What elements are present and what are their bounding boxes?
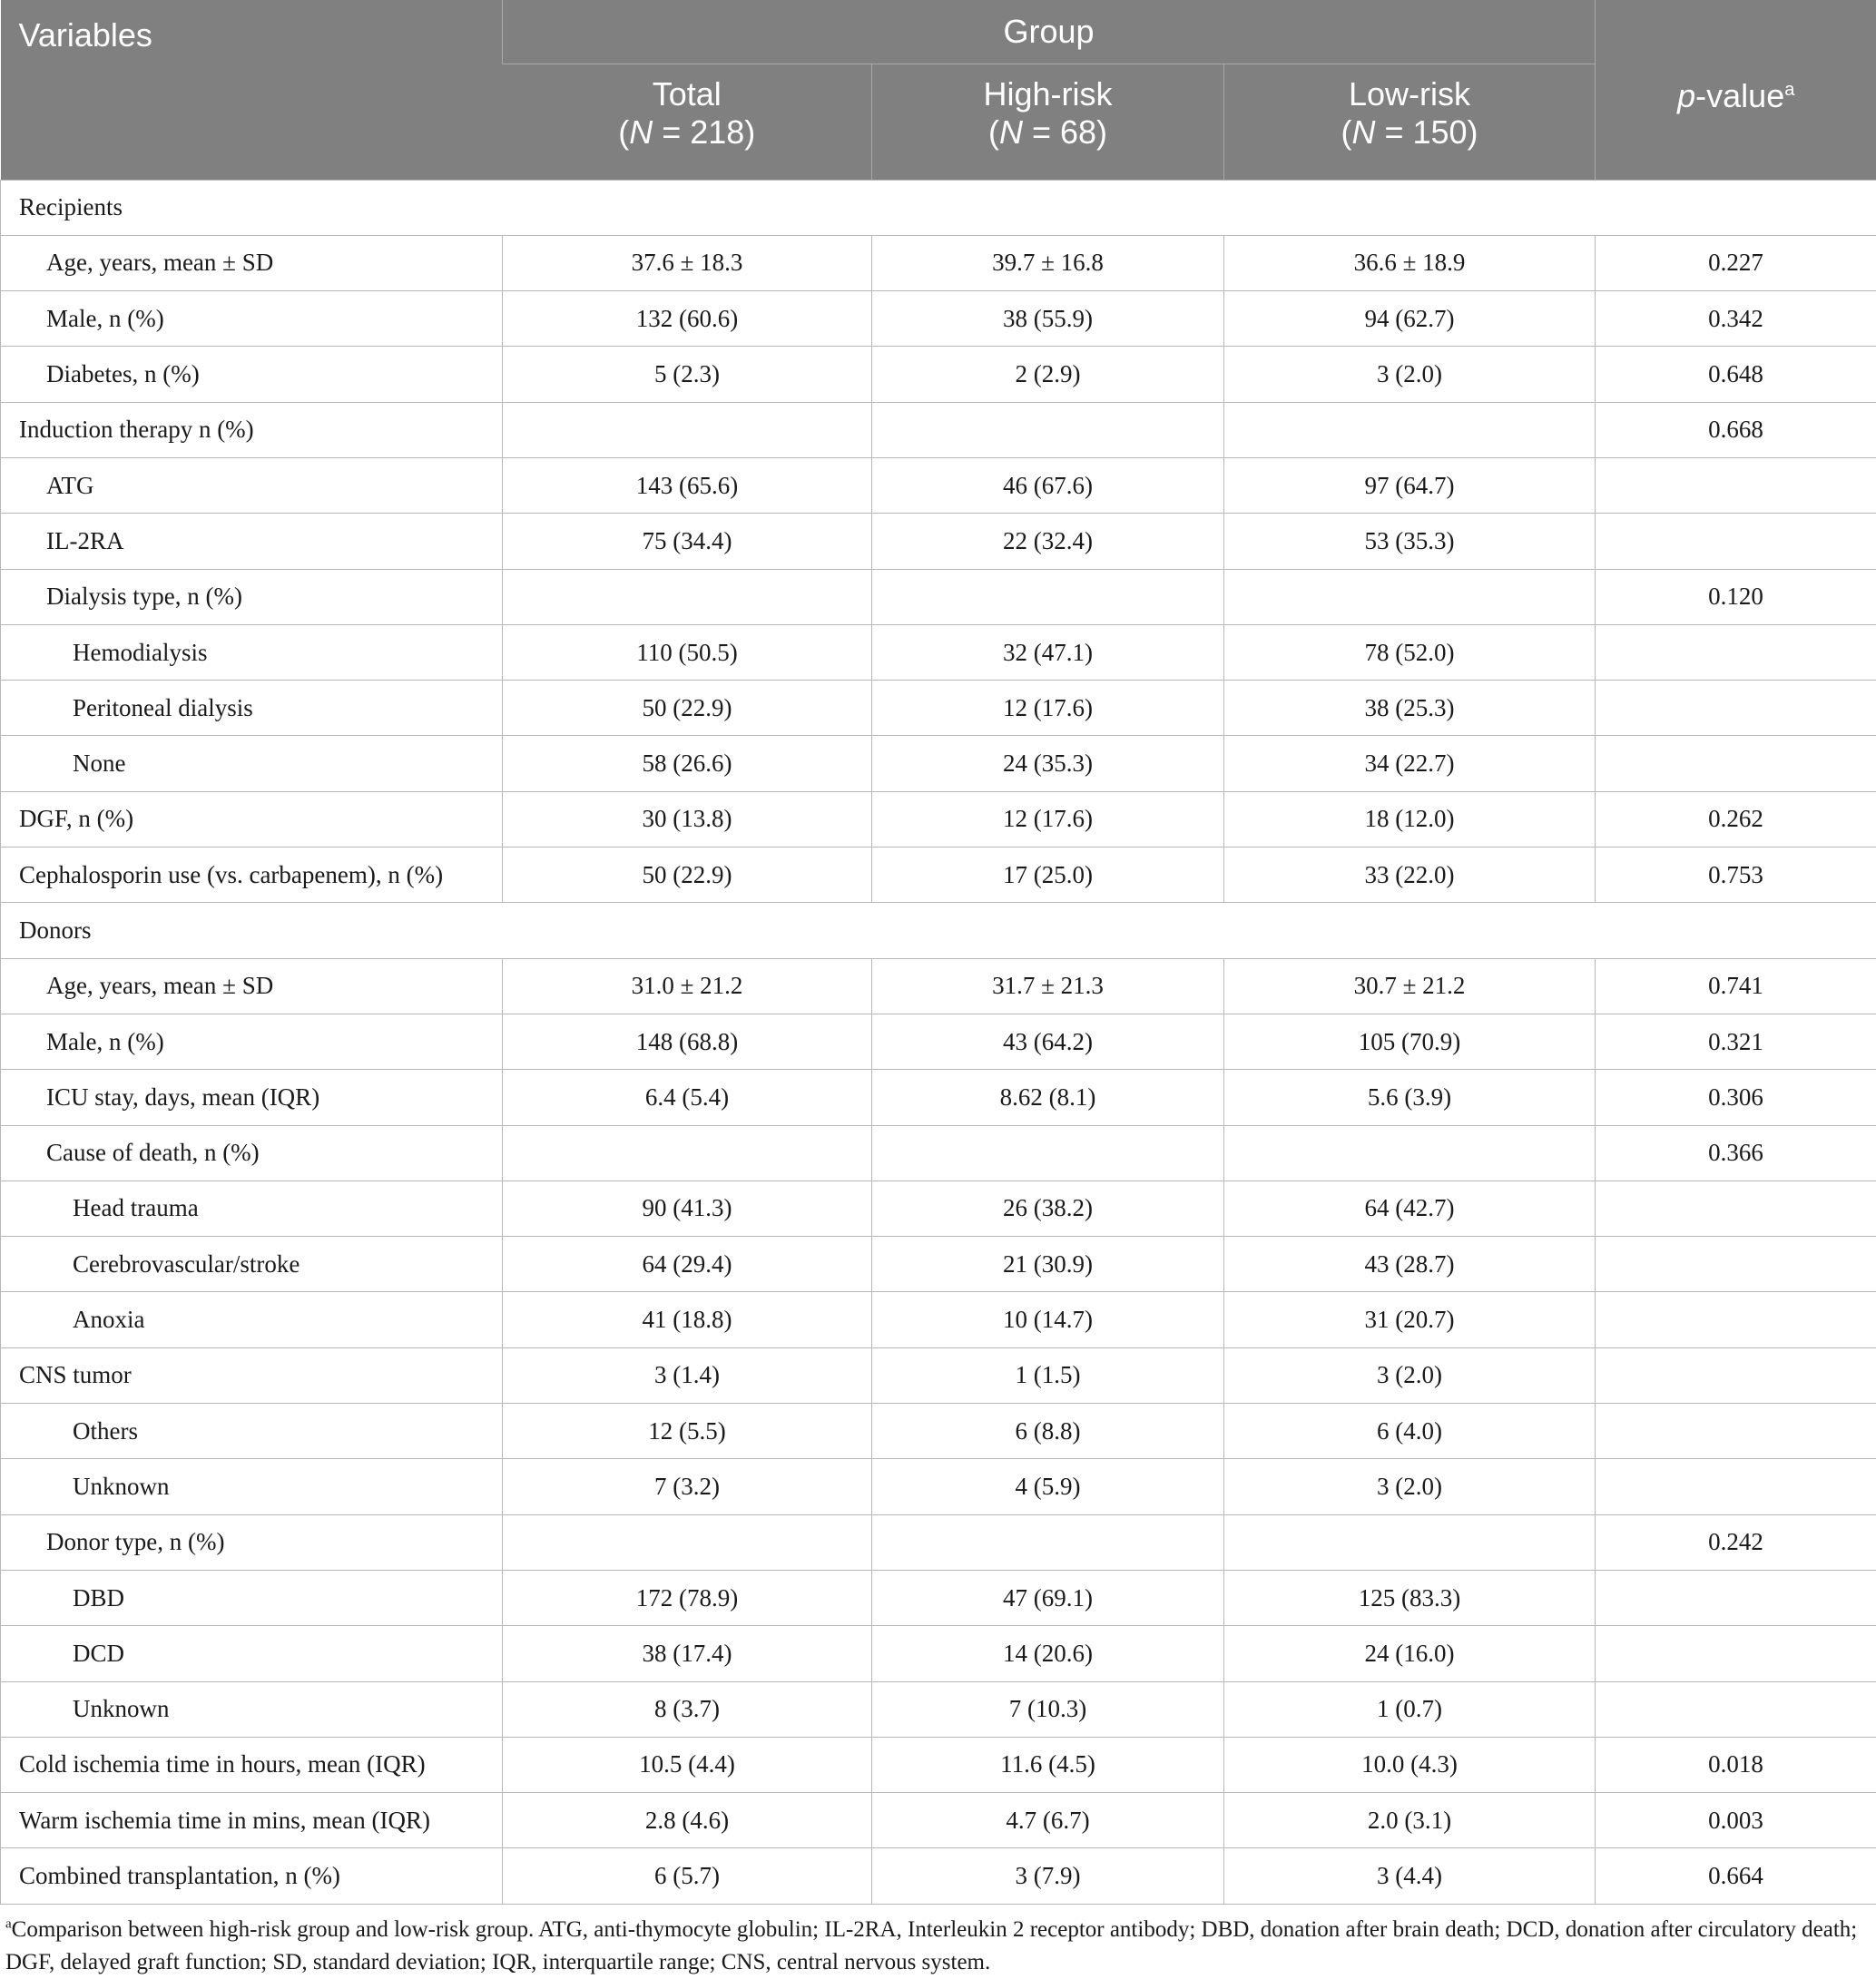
cell-pvalue: 0.321 (1596, 1014, 1876, 1069)
cell-variable: DBD (1, 1570, 503, 1625)
cell-variable: Donors (1, 903, 503, 958)
table-row (1, 1237, 1876, 1292)
cell-high-risk: 7 (10.3) (872, 1681, 1224, 1737)
cell-variable: DCD (1, 1626, 503, 1681)
table-row (1, 291, 1876, 347)
cell-pvalue: 0.342 (1596, 291, 1876, 347)
table-row (1, 1292, 1876, 1347)
cell-total: 7 (3.2) (503, 1459, 872, 1514)
cell-total (503, 903, 872, 958)
cell-total: 38 (17.4) (503, 1626, 872, 1681)
cell-total: 64 (29.4) (503, 1237, 872, 1292)
cell-low-risk: 34 (22.7) (1224, 736, 1596, 791)
table-row (1, 402, 1876, 457)
cell-high-risk: 21 (30.9) (872, 1237, 1224, 1292)
cell-variable: Donor type, n (%) (1, 1514, 503, 1570)
cell-pvalue (1596, 1570, 1876, 1625)
cell-high-risk: 6 (8.8) (872, 1404, 1224, 1459)
cell-high-risk: 10 (14.7) (872, 1292, 1224, 1347)
cell-high-risk (872, 903, 1224, 958)
cell-pvalue: 0.753 (1596, 847, 1876, 903)
cell-variable: Induction therapy n (%) (1, 402, 503, 457)
cell-high-risk: 14 (20.6) (872, 1626, 1224, 1681)
table-row (1, 1848, 1876, 1904)
cell-total: 12 (5.5) (503, 1404, 872, 1459)
cell-high-risk: 31.7 ± 21.3 (872, 958, 1224, 1014)
table-row (1, 514, 1876, 569)
cell-high-risk: 38 (55.9) (872, 291, 1224, 347)
cell-total: 37.6 ± 18.3 (503, 235, 872, 290)
cell-low-risk: 64 (42.7) (1224, 1181, 1596, 1236)
table-row (1, 681, 1876, 736)
cell-pvalue: 0.668 (1596, 402, 1876, 457)
cell-pvalue (1596, 1626, 1876, 1681)
cell-low-risk: 3 (4.4) (1224, 1848, 1596, 1904)
header-high-risk: High-risk (N = 68) (872, 64, 1224, 181)
cell-pvalue (1596, 1404, 1876, 1459)
cell-low-risk: 24 (16.0) (1224, 1626, 1596, 1681)
cell-pvalue: 0.366 (1596, 1125, 1876, 1181)
cell-low-risk: 33 (22.0) (1224, 847, 1596, 903)
table-row (1, 1681, 1876, 1737)
cell-variable: DGF, n (%) (1, 791, 503, 847)
cell-total (503, 569, 872, 624)
table-row (1, 1514, 1876, 1570)
cell-high-risk (872, 1514, 1224, 1570)
table-body (1, 180, 1876, 1904)
cell-variable: Head trauma (1, 1181, 503, 1236)
cell-pvalue (1596, 1459, 1876, 1514)
cell-variable: Male, n (%) (1, 1014, 503, 1069)
cell-variable: Unknown (1, 1681, 503, 1737)
table-row (1, 847, 1876, 903)
header-pvalue-italic: p (1677, 77, 1695, 114)
cell-variable: Dialysis type, n (%) (1, 569, 503, 624)
cell-low-risk: 3 (2.0) (1224, 1347, 1596, 1403)
cell-pvalue (1596, 457, 1876, 513)
cell-low-risk (1224, 1125, 1596, 1181)
header-high-risk-n-value: = 68 (1032, 113, 1096, 151)
cell-pvalue (1596, 1181, 1876, 1236)
cell-low-risk: 2.0 (3.1) (1224, 1793, 1596, 1848)
cell-high-risk: 12 (17.6) (872, 791, 1224, 847)
cell-variable: ICU stay, days, mean (IQR) (1, 1070, 503, 1125)
cell-total: 143 (65.6) (503, 457, 872, 513)
table-header (1, 0, 1876, 180)
table-row (1, 624, 1876, 680)
cell-low-risk: 31 (20.7) (1224, 1292, 1596, 1347)
cell-variable: Anoxia (1, 1292, 503, 1347)
cell-high-risk: 43 (64.2) (872, 1014, 1224, 1069)
cell-low-risk (1224, 180, 1596, 235)
table-row (1, 736, 1876, 791)
cell-total: 5 (2.3) (503, 347, 872, 402)
cell-low-risk: 94 (62.7) (1224, 291, 1596, 347)
header-total-name: Total (653, 75, 722, 113)
cell-total: 3 (1.4) (503, 1347, 872, 1403)
cell-pvalue: 0.741 (1596, 958, 1876, 1014)
header-high-risk-n-label: N (999, 113, 1023, 151)
table-row (1, 1347, 1876, 1403)
header-empty-cell (1596, 0, 1876, 64)
cell-pvalue (1596, 180, 1876, 235)
cell-variable: Hemodialysis (1, 624, 503, 680)
cell-high-risk: 3 (7.9) (872, 1848, 1224, 1904)
cell-low-risk: 6 (4.0) (1224, 1404, 1596, 1459)
table-row (1, 457, 1876, 513)
cell-high-risk: 26 (38.2) (872, 1181, 1224, 1236)
header-pvalue-rest: -value (1695, 77, 1784, 114)
cell-pvalue (1596, 1237, 1876, 1292)
cell-total: 2.8 (4.6) (503, 1793, 872, 1848)
cell-pvalue (1596, 903, 1876, 958)
table-row (1, 958, 1876, 1014)
cell-pvalue: 0.306 (1596, 1070, 1876, 1125)
header-high-risk-name: High-risk (983, 75, 1112, 113)
cell-variable: Unknown (1, 1459, 503, 1514)
cell-pvalue: 0.242 (1596, 1514, 1876, 1570)
cell-pvalue (1596, 1681, 1876, 1737)
table-row (1, 791, 1876, 847)
cell-low-risk: 105 (70.9) (1224, 1014, 1596, 1069)
cell-variable: Recipients (1, 180, 503, 235)
header-pvalue-footnote-marker: a (1784, 80, 1794, 100)
header-group: Group (503, 0, 1596, 64)
cell-total: 41 (18.8) (503, 1292, 872, 1347)
header-total: Total (N = 218) (503, 64, 872, 181)
cell-high-risk: 39.7 ± 16.8 (872, 235, 1224, 290)
table-row (1, 1626, 1876, 1681)
cell-total: 132 (60.6) (503, 291, 872, 347)
cell-low-risk: 30.7 ± 21.2 (1224, 958, 1596, 1014)
cell-total: 6 (5.7) (503, 1848, 872, 1904)
cell-pvalue: 0.648 (1596, 347, 1876, 402)
footnote-text: Comparison between high-risk group and low-risk group. ATG, anti-thymocyte globulin; IL-2RA, Interleukin 2 receptor antibody; DBD, donation after brain death; DCD, donation after circulatory death; DGF, delayed graft function; SD, standard deviation; IQR, interquartile range; CNS, central nervous system. (5, 1917, 1857, 1974)
cell-pvalue: 0.018 (1596, 1737, 1876, 1792)
header-low-risk-name: Low-risk (1349, 75, 1470, 113)
cell-low-risk (1224, 1514, 1596, 1570)
cell-pvalue (1596, 736, 1876, 791)
cell-total: 148 (68.8) (503, 1014, 872, 1069)
cell-pvalue (1596, 1292, 1876, 1347)
cell-high-risk: 24 (35.3) (872, 736, 1224, 791)
cell-variable: Cephalosporin use (vs. carbapenem), n (%) (1, 847, 503, 903)
cell-low-risk: 3 (2.0) (1224, 1459, 1596, 1514)
cell-low-risk: 38 (25.3) (1224, 681, 1596, 736)
cell-total: 110 (50.5) (503, 624, 872, 680)
cell-high-risk (872, 180, 1224, 235)
cell-high-risk: 32 (47.1) (872, 624, 1224, 680)
cell-variable: CNS tumor (1, 1347, 503, 1403)
cell-total: 6.4 (5.4) (503, 1070, 872, 1125)
cell-high-risk: 8.62 (8.1) (872, 1070, 1224, 1125)
table-row (1, 1459, 1876, 1514)
cell-variable: IL-2RA (1, 514, 503, 569)
cell-variable: Age, years, mean ± SD (1, 958, 503, 1014)
cell-high-risk: 1 (1.5) (872, 1347, 1224, 1403)
cell-variable: Age, years, mean ± SD (1, 235, 503, 290)
table-row (1, 1125, 1876, 1181)
cell-low-risk: 1 (0.7) (1224, 1681, 1596, 1737)
table-row (1, 1737, 1876, 1792)
cell-high-risk: 17 (25.0) (872, 847, 1224, 903)
cell-pvalue (1596, 681, 1876, 736)
cell-variable: Warm ischemia time in mins, mean (IQR) (1, 1793, 503, 1848)
cell-high-risk (872, 1125, 1224, 1181)
cell-pvalue (1596, 514, 1876, 569)
section-row (1, 180, 1876, 235)
cell-low-risk: 18 (12.0) (1224, 791, 1596, 847)
cell-pvalue: 0.664 (1596, 1848, 1876, 1904)
cell-total: 10.5 (4.4) (503, 1737, 872, 1792)
cell-pvalue (1596, 1347, 1876, 1403)
cell-pvalue: 0.227 (1596, 235, 1876, 290)
cell-low-risk: 97 (64.7) (1224, 457, 1596, 513)
cell-total (503, 180, 872, 235)
cell-high-risk: 11.6 (4.5) (872, 1737, 1224, 1792)
cell-low-risk: 3 (2.0) (1224, 347, 1596, 402)
footnote-marker: a (5, 1916, 12, 1931)
cell-variable: ATG (1, 457, 503, 513)
header-total-n-value: = 218 (662, 113, 744, 151)
table-row (1, 347, 1876, 402)
cell-total: 90 (41.3) (503, 1181, 872, 1236)
cell-total: 30 (13.8) (503, 791, 872, 847)
table-row (1, 1404, 1876, 1459)
cell-high-risk: 46 (67.6) (872, 457, 1224, 513)
section-row (1, 903, 1876, 958)
cell-high-risk: 22 (32.4) (872, 514, 1224, 569)
cell-low-risk (1224, 402, 1596, 457)
header-total-n-label: N (629, 113, 653, 151)
table-row (1, 1014, 1876, 1069)
cell-low-risk (1224, 569, 1596, 624)
table-row (1, 1570, 1876, 1625)
cell-total: 50 (22.9) (503, 847, 872, 903)
cell-high-risk: 47 (69.1) (872, 1570, 1224, 1625)
cell-pvalue: 0.120 (1596, 569, 1876, 624)
cell-low-risk (1224, 903, 1596, 958)
header-variables: Variables (1, 0, 503, 180)
cell-total: 58 (26.6) (503, 736, 872, 791)
cell-variable: Peritoneal dialysis (1, 681, 503, 736)
cell-total (503, 1125, 872, 1181)
cell-total: 75 (34.4) (503, 514, 872, 569)
cell-total (503, 402, 872, 457)
cell-total: 172 (78.9) (503, 1570, 872, 1625)
cell-total: 8 (3.7) (503, 1681, 872, 1737)
cell-variable: Cerebrovascular/stroke (1, 1237, 503, 1292)
cell-high-risk: 4.7 (6.7) (872, 1793, 1224, 1848)
cell-high-risk: 2 (2.9) (872, 347, 1224, 402)
cell-low-risk: 53 (35.3) (1224, 514, 1596, 569)
cell-total (503, 1514, 872, 1570)
table-row (1, 1181, 1876, 1236)
cell-high-risk (872, 569, 1224, 624)
cell-variable: None (1, 736, 503, 791)
cell-variable: Combined transplantation, n (%) (1, 1848, 503, 1904)
cell-pvalue: 0.003 (1596, 1793, 1876, 1848)
cell-pvalue (1596, 624, 1876, 680)
table-row (1, 569, 1876, 624)
cell-variable: Male, n (%) (1, 291, 503, 347)
table-row (1, 235, 1876, 290)
cell-low-risk: 5.6 (3.9) (1224, 1070, 1596, 1125)
header-pvalue (1596, 64, 1876, 181)
cell-low-risk: 36.6 ± 18.9 (1224, 235, 1596, 290)
header-low-risk-n-value: = 150 (1384, 113, 1467, 151)
cell-variable: Diabetes, n (%) (1, 347, 503, 402)
cell-total: 31.0 ± 21.2 (503, 958, 872, 1014)
cell-low-risk: 10.0 (4.3) (1224, 1737, 1596, 1792)
table-row (1, 1793, 1876, 1848)
table-footnote (0, 1905, 1876, 1979)
cell-variable: Cold ischemia time in hours, mean (IQR) (1, 1737, 503, 1792)
cell-high-risk: 12 (17.6) (872, 681, 1224, 736)
cell-low-risk: 78 (52.0) (1224, 624, 1596, 680)
table-row (1, 1070, 1876, 1125)
cell-total: 50 (22.9) (503, 681, 872, 736)
cell-high-risk: 4 (5.9) (872, 1459, 1224, 1514)
cell-variable: Others (1, 1404, 503, 1459)
cell-high-risk (872, 402, 1224, 457)
cell-low-risk: 125 (83.3) (1224, 1570, 1596, 1625)
header-low-risk-n-label: N (1351, 113, 1375, 151)
cell-variable: Cause of death, n (%) (1, 1125, 503, 1181)
cell-low-risk: 43 (28.7) (1224, 1237, 1596, 1292)
cell-pvalue: 0.262 (1596, 791, 1876, 847)
header-low-risk: Low-risk (N = 150) (1224, 64, 1596, 181)
